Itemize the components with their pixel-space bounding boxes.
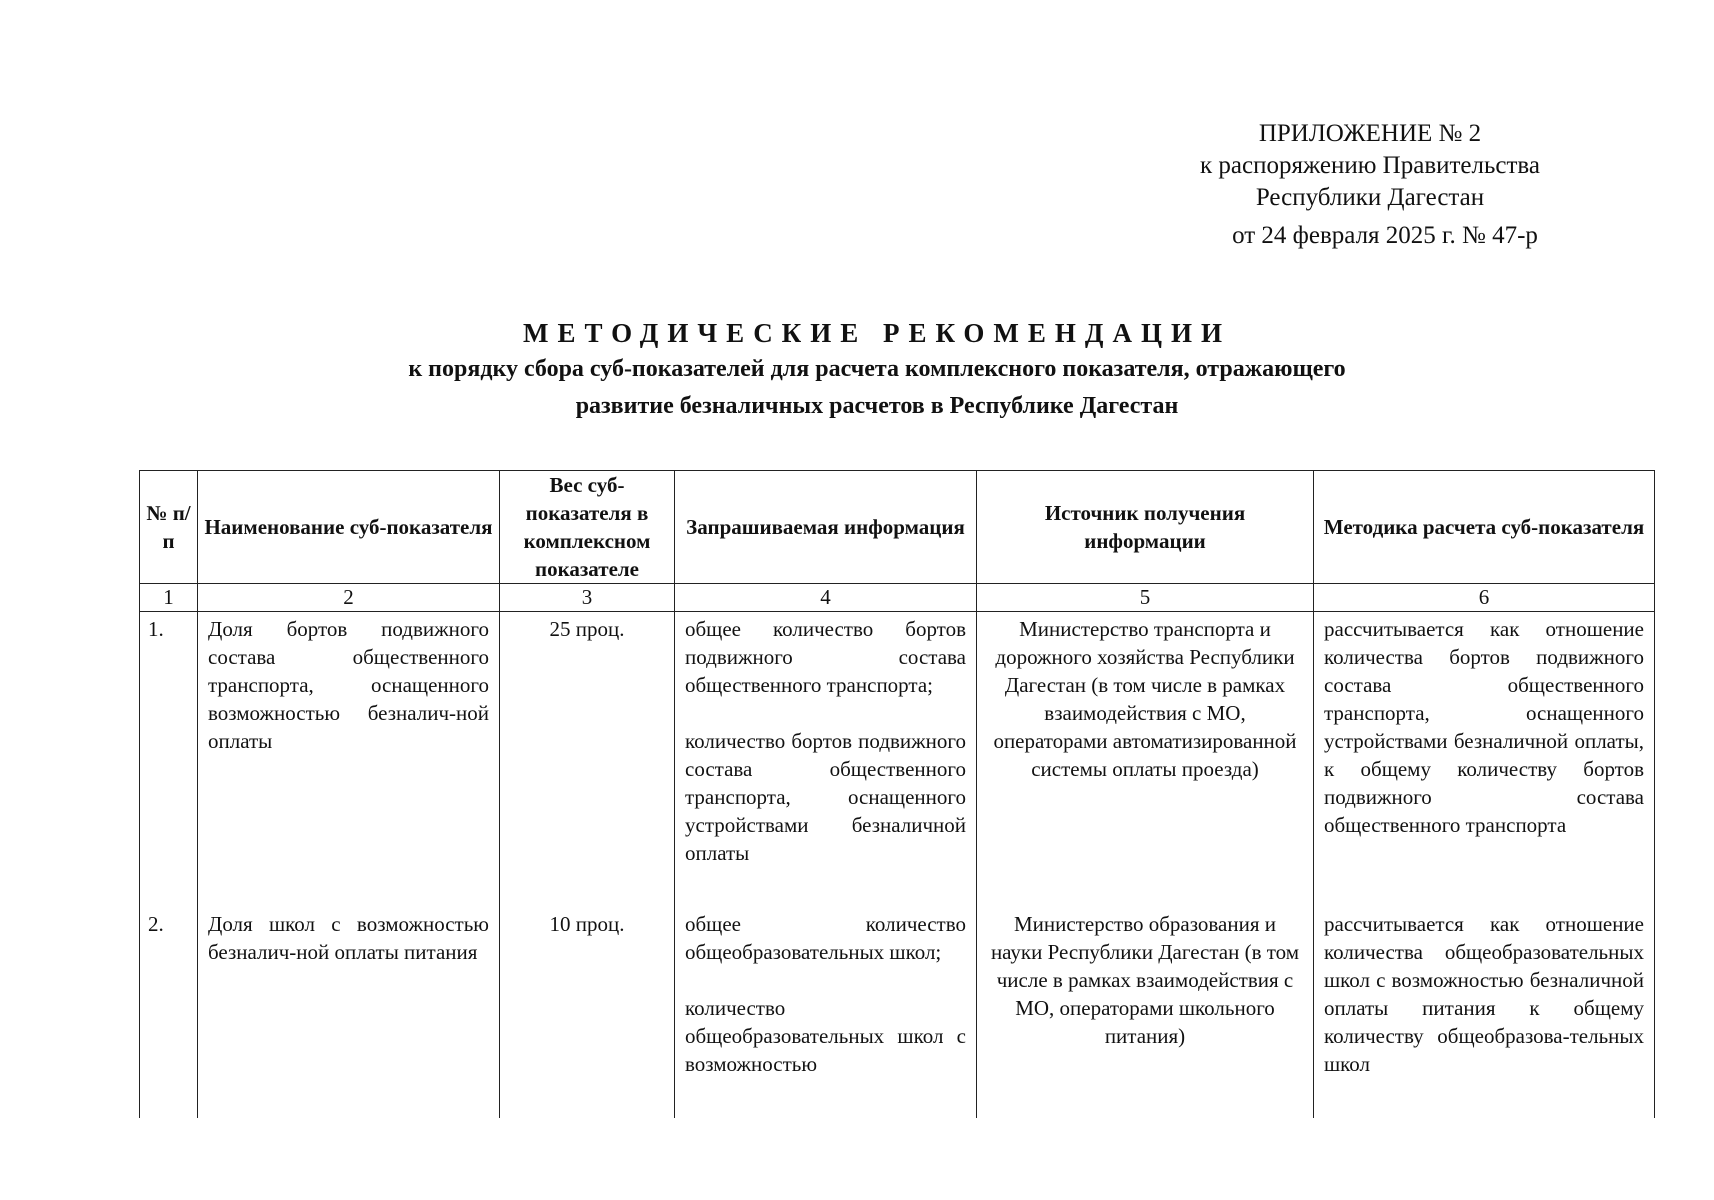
row-indicator-name: Доля бортов подвижного состава общественного транспорта, оснащенного возможностью безналич-ной оплаты xyxy=(198,612,500,908)
requested-info-item: общее количество общеобразовательных школ; xyxy=(685,912,966,964)
row-method: рассчитывается как отношение количества общеобразовательных школ с возможностью безналичной оплаты питания к общему количеству общеобразова-тельных школ xyxy=(1314,907,1655,1118)
requested-info-item: количество бортов подвижного состава общественного транспорта, оснащенного устройствами безналичной оплаты xyxy=(685,729,966,865)
row-source: Министерство транспорта и дорожного хозяйства Республики Дагестан (в том числе в рамках взаимодействия с МО, операторами автоматизированной системы оплаты проезда) xyxy=(977,612,1314,908)
header-source: Источник получения информации xyxy=(977,471,1314,584)
column-number: 5 xyxy=(977,584,1314,612)
column-number: 3 xyxy=(500,584,675,612)
row-weight: 25 проц. xyxy=(500,612,675,908)
document-title: МЕТОДИЧЕСКИЕ РЕКОМЕНДАЦИИ xyxy=(522,318,1232,348)
appendix-date: от 24 февраля 2025 г. № 47-р xyxy=(1232,222,1538,249)
appendix-ref: к распоряжению Правительства xyxy=(1199,152,1540,179)
requested-info-item: общее количество бортов подвижного состава общественного транспорта; xyxy=(685,617,966,697)
row-source: Министерство образования и науки Республики Дагестан (в том числе в рамках взаимодействия с МО, операторами школьного питания) xyxy=(977,907,1314,1118)
requested-info-item: количество общеобразовательных школ с возможностью xyxy=(685,996,966,1076)
column-number-row xyxy=(140,584,1655,612)
column-number: 1 xyxy=(140,584,198,612)
appendix-region: Республики Дагестан xyxy=(1255,184,1485,211)
appendix-block xyxy=(1160,118,1580,252)
column-number: 4 xyxy=(675,584,977,612)
row-number: 1. xyxy=(140,612,198,908)
document-subtitle-line1: к порядку сбора суб-показателей для расчета комплексного показателя, отражающего xyxy=(408,356,1346,382)
row-number: 2. xyxy=(140,907,198,1118)
row-method: рассчитывается как отношение количества бортов подвижного состава общественного транспорта, оснащенного устройствами безналичной оплаты, к общему количеству бортов подвижного состава общественного транспорта xyxy=(1314,612,1655,908)
row-indicator-name: Доля школ с возможностью безналич-ной оплаты питания xyxy=(198,907,500,1118)
document-subtitle-line2: развитие безналичных расчетов в Республике Дагестан xyxy=(575,393,1179,419)
table-row xyxy=(140,612,1655,908)
header-requested-info: Запрашиваемая информация xyxy=(675,471,977,584)
row-weight: 10 проц. xyxy=(500,907,675,1118)
appendix-title: ПРИЛОЖЕНИЕ № 2 xyxy=(1258,120,1482,147)
row-requested-info xyxy=(675,907,977,1118)
indicators-table xyxy=(139,470,1655,1118)
header-weight: Вес суб-показателя в комплексном показателе xyxy=(500,471,675,584)
table-row xyxy=(140,907,1655,1118)
table-header-row xyxy=(140,471,1655,584)
row-requested-info xyxy=(675,612,977,908)
header-number: № п/п xyxy=(140,471,198,584)
document-title-block xyxy=(0,316,1714,424)
header-method: Методика расчета суб-показателя xyxy=(1314,471,1655,584)
column-number: 6 xyxy=(1314,584,1655,612)
column-number: 2 xyxy=(198,584,500,612)
header-name: Наименование суб-показателя xyxy=(198,471,500,584)
